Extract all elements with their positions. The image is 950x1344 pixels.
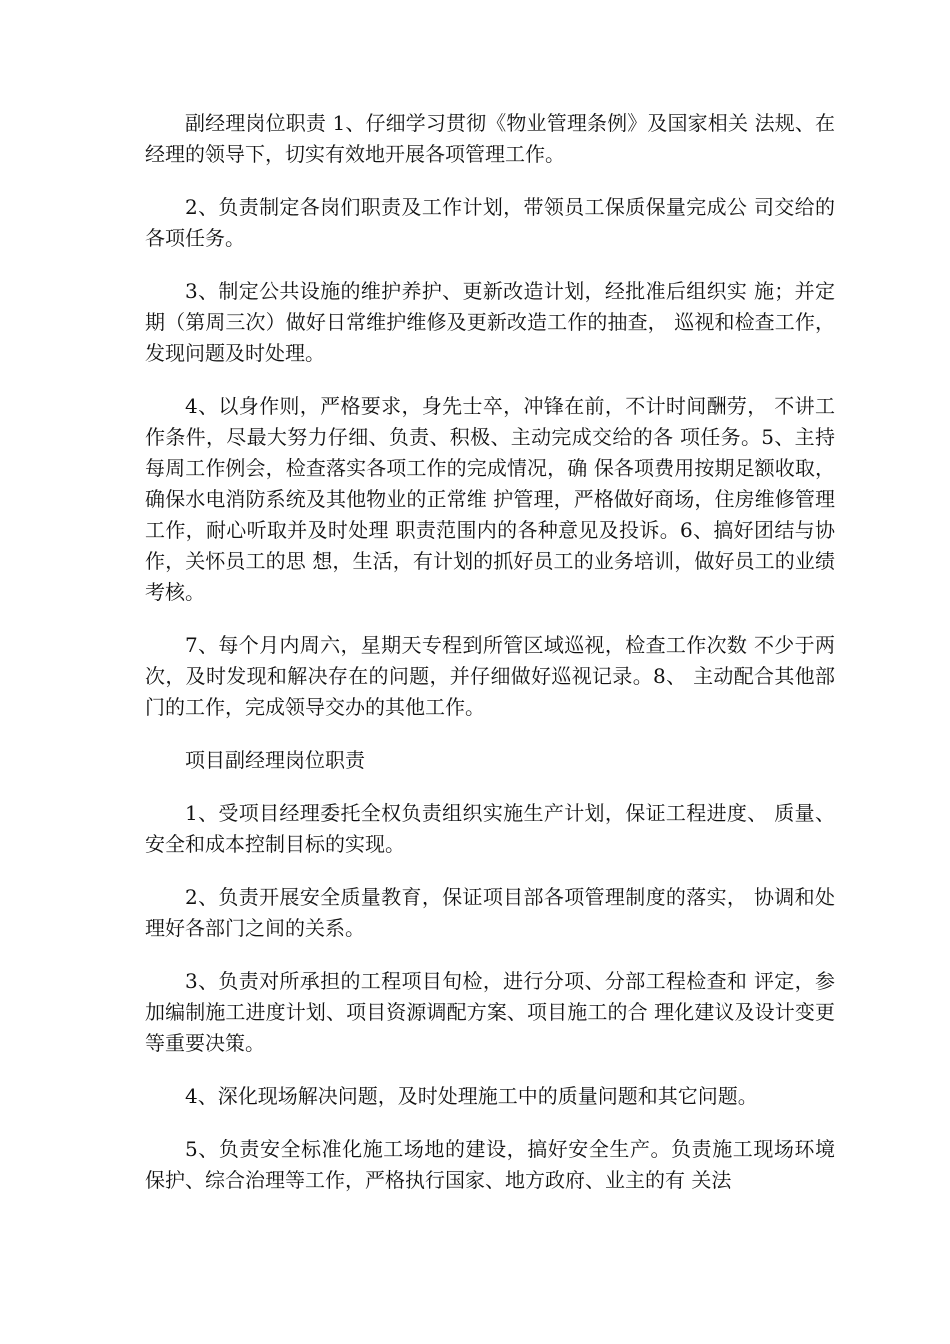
document-body: [145, 108, 835, 1218]
paragraph-project-duties-2: 2、负责开展安全质量教育，保证项目部各项管理制度的落实， 协调和处理好各部门之间的关系。: [145, 885, 835, 940]
paragraph-deputy-manager-duties-2: 2、负责制定各岗们职责及工作计划，带领员工保质保量完成公 司交给的各项任务。: [145, 195, 835, 250]
paragraph-deputy-manager-duties-3: 3、制定公共设施的维护养护、更新改造计划，经批准后组织实 施；并定期（第周三次）做好日常维护维修及更新改造工作的抽查， 巡视和检查工作，发现问题及时处理。: [145, 279, 835, 365]
paragraph-deputy-manager-duties-1: 副经理岗位职责 1、仔细学习贯彻《物业管理条例》及国家相关 法规、在经理的领导下，切实有效地开展各项管理工作。: [145, 111, 835, 166]
paragraph-deputy-manager-duties-7-8: 7、每个月内周六，星期天专程到所管区域巡视，检查工作次数 不少于两次，及时发现和解决存在的问题，并仔细做好巡视记录。8、 主动配合其他部门的工作，完成领导交办的其他工作。: [145, 633, 835, 719]
paragraph-project-duties-4: 4、深化现场解决问题，及时处理施工中的质量问题和其它问题。: [185, 1084, 758, 1108]
paragraph-project-duties-1: 1、受项目经理委托全权负责组织实施生产计划，保证工程进度、 质量、安全和成本控制目标的实现。: [145, 801, 835, 856]
section-heading-project-deputy-manager: 项目副经理岗位职责: [185, 748, 365, 772]
paragraph-deputy-manager-duties-4-6: 4、以身作则，严格要求，身先士卒，冲锋在前，不计时间酬劳， 不讲工作条件，尽最大努力仔细、负责、积极、主动完成交给的各 项任务。5、主持每周工作例会，检查落实各项工作的完成情况，确 保各项费用按期足额收取，确保水电消防系统及其他物业的正常维 护管理，严格做好商场，住房维修管理工作，耐心听取并及时处理 职责范围内的各种意见及投诉。6、搞好团结与协作，关怀员工的思 想，生活，有计划的抓好员工的业务培训，做好员工的业绩考核。: [145, 394, 835, 604]
paragraph-project-duties-3: 3、负责对所承担的工程项目旬检，进行分项、分部工程检查和 评定，参加编制施工进度计划、项目资源调配方案、项目施工的合 理化建议及设计变更等重要决策。: [145, 969, 835, 1055]
paragraph-project-duties-5: 5、负责安全标准化施工场地的建设，搞好安全生产。负责施工现场环境保护、综合治理等工作，严格执行国家、地方政府、业主的有 关法: [145, 1137, 835, 1192]
